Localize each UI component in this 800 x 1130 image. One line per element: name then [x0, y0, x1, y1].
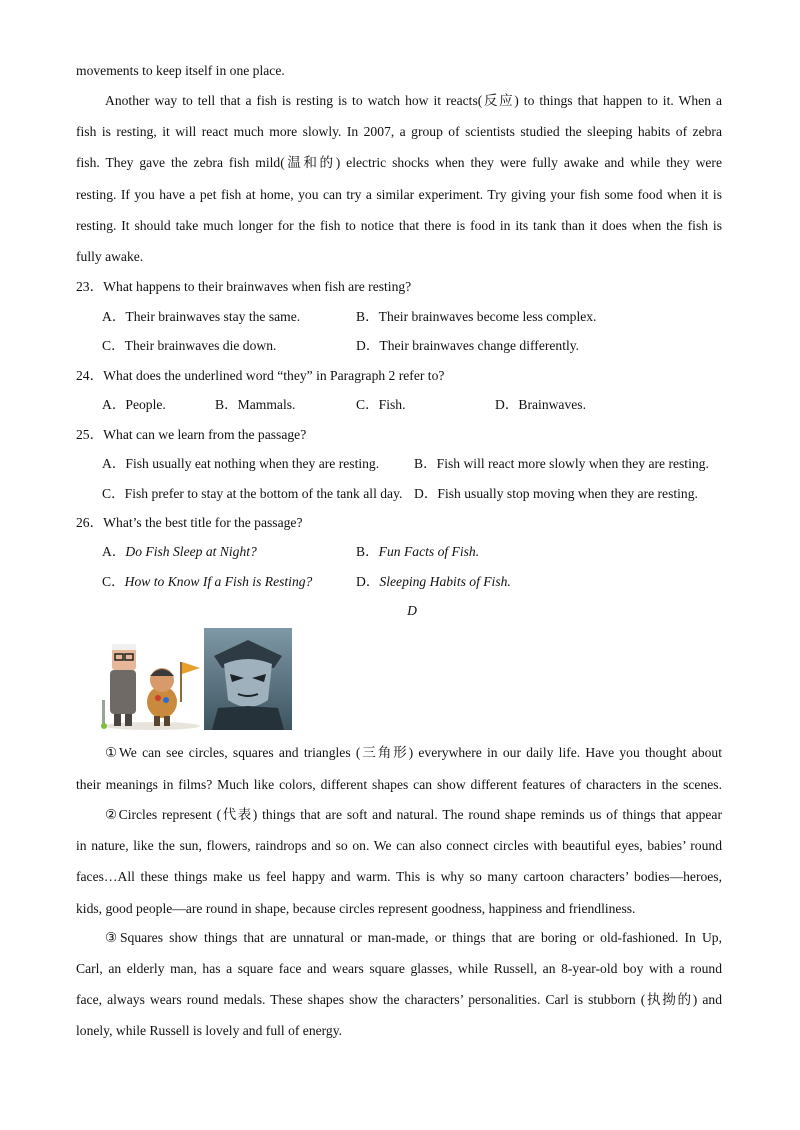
question-26-option-d: D．Sleeping Habits of Fish.	[356, 574, 511, 589]
passage-d-p2-line: in nature, like the sun, flowers, raindrops and so on. We can also connect circles with beautiful eyes, babies’ round	[76, 838, 722, 853]
question-24-option-c: C．Fish.	[356, 397, 406, 412]
question-25-option-a: A．Fish usually eat nothing when they are resting.	[102, 456, 380, 471]
question-24-option-a: A．People.	[102, 397, 166, 412]
paragraph-end-line: movements to keep itself in one place.	[76, 63, 285, 78]
question-25-option-d: D．Fish usually stop moving when they are resting.	[414, 486, 698, 501]
question-25-option-b: B．Fish will react more slowly when they are resting.	[414, 456, 709, 471]
question-24-option-d: D．Brainwaves.	[495, 397, 586, 412]
passage-d-p3-line: ③Squares show things that are unnatural or man-made, or things that are boring or old-fashioned. In Up,	[105, 930, 722, 945]
passage-d-p3-line: Carl, an elderly man, has a square face and wears square glasses, while Russell, an 8-year-old boy with a round	[76, 961, 722, 976]
question-26-option-b: B．Fun Facts of Fish.	[356, 544, 480, 559]
question-23-option-c: C．Their brainwaves die down.	[102, 338, 277, 353]
question-23-option-a: A．Their brainwaves stay the same.	[102, 309, 301, 324]
passage-d-p1-line: their meanings in films? Much like colors, different shapes can show different features of characters in the scenes.	[76, 777, 722, 792]
question-25-option-c: C．Fish prefer to stay at the bottom of the tank all day.	[102, 486, 403, 501]
question-23-option-d: D．Their brainwaves change differently.	[356, 338, 580, 353]
question-26-option-c: C．How to Know If a Fish is Resting?	[102, 574, 313, 589]
paragraph-2-line: Another way to tell that a fish is resting is to watch how it reacts(反应) to things that happen to it. When a	[105, 93, 722, 108]
passage-d-p2-line: kids, good people—are round in shape, because circles represent goodness, happiness and friendliness.	[76, 901, 636, 916]
passage-d-p3-line: lonely, while Russell is lovely and full of energy.	[76, 1023, 343, 1038]
passage-d-p1-line: ①We can see circles, squares and triangles (三角形) everywhere in our daily life. Have you thought about	[105, 745, 722, 760]
paragraph-2-line: resting. If you have a pet fish at home, you can try a similar experiment. Try giving your fish some food when it is	[76, 187, 722, 202]
paragraph-2-line: fish. They gave the zebra fish mild(温和的) electric shocks when they were fully awake and while they were	[76, 155, 722, 170]
paragraph-2-line: fully awake.	[76, 249, 144, 264]
question-24-stem: 24．What does the underlined word “they” in Paragraph 2 refer to?	[76, 368, 445, 383]
passage-d-p2-line: ②Circles represent (代表) things that are soft and natural. The round shape reminds us of things that appear	[105, 807, 722, 822]
villain-character-image	[204, 628, 292, 730]
question-23-option-b: B．Their brainwaves become less complex.	[356, 309, 597, 324]
question-25-stem: 25．What can we learn from the passage?	[76, 427, 307, 442]
question-24-option-b: B．Mammals.	[215, 397, 296, 412]
passage-d-p2-line: faces…All these things make us feel happy and warm. This is why so many cartoon characters’ bodies—heroes,	[76, 869, 722, 884]
paragraph-2-line: fish is resting, it will react much more slowly. In 2007, a group of scientists studied the sleeping habits of zebra	[76, 124, 722, 139]
question-26-stem: 26．What’s the best title for the passage?	[76, 515, 303, 530]
section-label: D	[407, 603, 417, 618]
paragraph-2-line: resting. It should take much longer for the fish to notice that there is food in its tank than it does when the fish is	[76, 218, 722, 233]
question-26-option-a: A．Do Fish Sleep at Night?	[102, 544, 257, 559]
passage-d-p3-line: face, always wears round medals. These shapes show the characters’ personalities. Carl is stubborn (执拗的) and	[76, 992, 722, 1007]
question-23-stem: 23．What happens to their brainwaves when fish are resting?	[76, 279, 412, 294]
up-characters-image	[100, 640, 204, 730]
